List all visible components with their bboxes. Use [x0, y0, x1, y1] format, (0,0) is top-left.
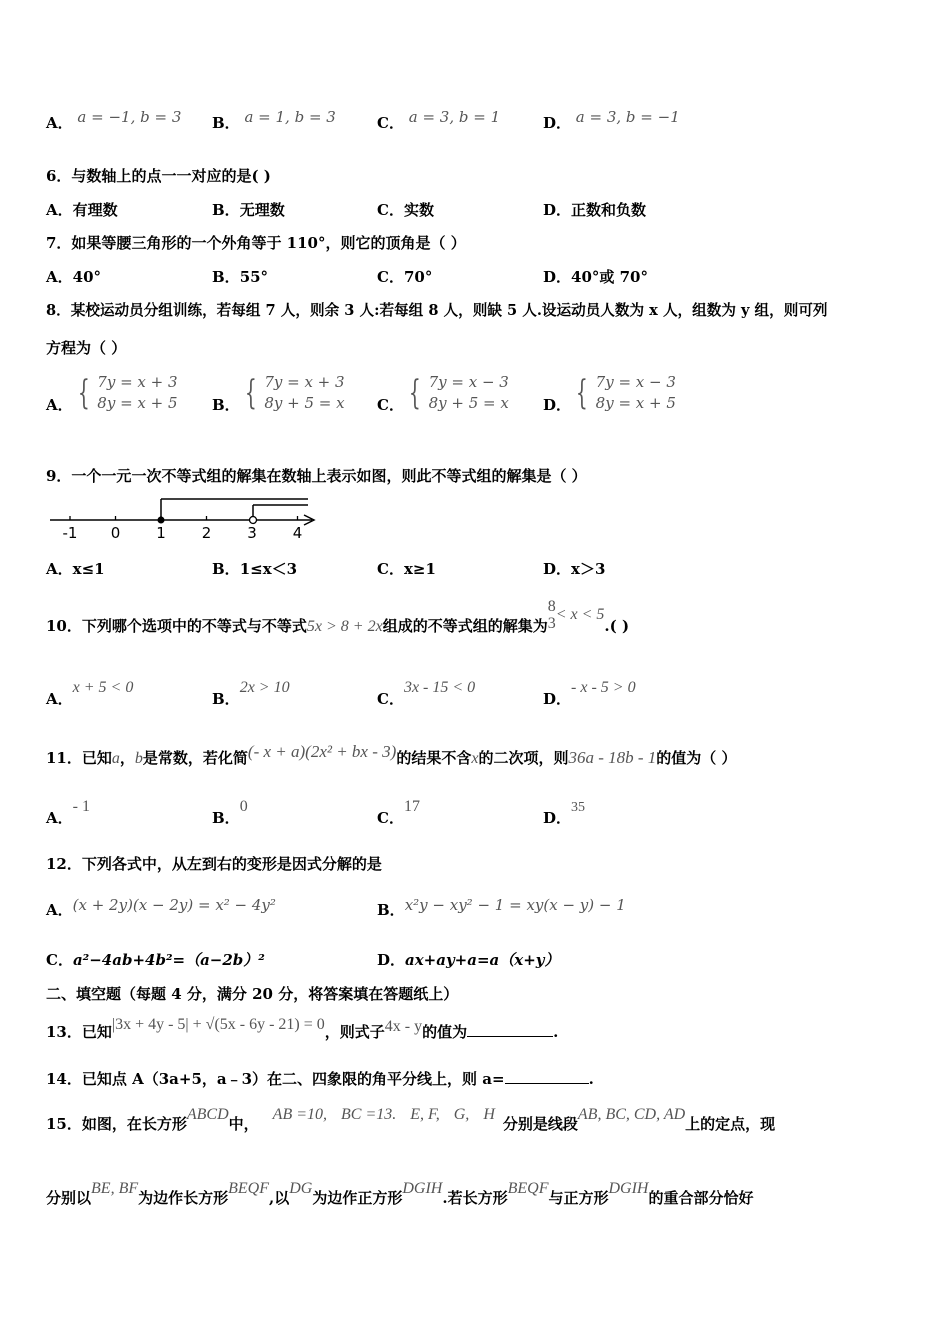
option-text: x≤1 [72, 560, 105, 578]
q11-option-d [543, 800, 586, 831]
q15-ab: AB =10, [272, 1106, 328, 1123]
option-expr: 3x - 15 < 0 [403, 679, 476, 696]
equation-1: 7y = x + 3 [97, 373, 178, 391]
q10-fraction [548, 598, 556, 632]
q12-option-d [377, 949, 559, 971]
q11-var-b: b [134, 750, 143, 767]
q6-option-d [543, 199, 646, 221]
option-label: D． [543, 268, 572, 286]
equation-system [427, 372, 509, 414]
option-label: C． [377, 690, 404, 708]
q10-stem-a: 10．下列哪个选项中的不等式与不等式 [46, 617, 307, 635]
equation-1: 7y = x − 3 [595, 373, 676, 391]
q10-range-tail: < x < 5 [555, 606, 605, 623]
q10-option-a [46, 679, 134, 711]
q10-stem-c: .( ) [604, 617, 630, 635]
q10-option-c [377, 679, 476, 711]
q9-option-a [46, 558, 105, 580]
q11-option-b [212, 798, 248, 830]
q10-option-d [543, 679, 636, 711]
fraction-denominator: 3 [547, 615, 556, 632]
option-label: D． [543, 809, 572, 827]
q11-sep: ， [119, 749, 135, 767]
q6-stem: 6．与数轴上的点一一对应的是( ) [46, 167, 271, 185]
q15-l2-d: 为边作正方形 [312, 1189, 403, 1207]
option-text: 70° [403, 268, 433, 286]
tick-label: 2 [201, 524, 212, 542]
q5-option-b [212, 108, 336, 134]
brace-icon: { [575, 373, 588, 413]
option-value: - 1 [72, 798, 90, 815]
q11-stem-c: 的结果不含 [396, 749, 472, 767]
q7-stem: 7．如果等腰三角形的一个外角等于 110°，则它的顶角是（ ） [46, 234, 466, 252]
q11-product: (- x + a)(2x² + bx - 3) [247, 742, 397, 761]
q9-option-b [212, 558, 297, 580]
q5-option-c [377, 108, 501, 134]
option-value: 0 [239, 798, 248, 815]
q13-stem [46, 1014, 910, 1050]
q10-stem-b: 组成的不等式组的解集为 [382, 617, 548, 635]
q15-l2-f: 与正方形 [548, 1189, 609, 1207]
equation-system [95, 372, 177, 414]
q8-stem-line1: 8．某校运动员分组训练，若每组 7 人，则余 3 人:若每组 8 人，则缺 5 人.设运动员人数为 x 人，组数为 y 组，则可列 [46, 302, 828, 319]
option-label: B． [212, 560, 240, 578]
open-point [250, 517, 257, 524]
tick-label: 3 [247, 524, 257, 542]
q8-option-c [377, 372, 509, 414]
option-label: C． [377, 201, 404, 219]
equation-system [594, 372, 676, 414]
q15-line-1 [46, 1102, 910, 1146]
option-label: A． [46, 809, 73, 827]
q13-stem-a: 13．已知 [46, 1023, 112, 1041]
q5-option-d [543, 108, 680, 134]
q11-target-expr: 36a - 18b - 1 [568, 748, 657, 767]
option-label: D． [377, 951, 406, 969]
option-label: A． [46, 201, 73, 219]
option-expr: a²−4ab+4b²=（a−2b）² [72, 951, 265, 969]
option-expr: x + 5 < 0 [72, 679, 134, 696]
option-value: 35 [571, 800, 586, 815]
option-expr: a = 1, b = 3 [244, 108, 336, 126]
option-label: C． [377, 809, 404, 827]
q6-option-a [46, 199, 118, 221]
tick-label: -1 [62, 524, 78, 542]
q14-stem [46, 1067, 910, 1090]
option-label: B． [212, 809, 240, 827]
option-label: B． [377, 901, 405, 919]
q15-l2-e: .若长方形 [442, 1189, 508, 1207]
equation-2: 8y = x + 5 [97, 394, 178, 412]
option-text: 55° [239, 268, 269, 286]
option-label: A． [46, 396, 73, 414]
option-expr: a = 3, b = 1 [408, 108, 501, 126]
option-label: A． [46, 690, 73, 708]
option-label: B． [212, 201, 240, 219]
q15-ef: E, F, [410, 1106, 440, 1123]
option-expr: (x + 2y)(x − 2y) = x² − 4y² [72, 896, 276, 914]
q13-condition: |3x + 4y - 5| + √(5x - 6y - 21) = 0 [111, 1016, 325, 1033]
q12-stem: 12．下列各式中，从左到右的变形是因式分解的是 [46, 855, 382, 873]
q13-expr: 4x - y [384, 1018, 423, 1035]
q13-answer-blank[interactable] [467, 1020, 553, 1037]
q10-inequality: 5x > 8 + 2x [306, 618, 383, 635]
equation-2: 8y + 5 = x [428, 394, 509, 412]
q14-stem-tail: . [588, 1070, 594, 1088]
q10-option-b [212, 679, 290, 711]
q11-option-c [377, 798, 420, 830]
option-label: B． [212, 268, 240, 286]
q8-option-a [46, 372, 178, 414]
q11-stem-b: 是常数，若化简 [142, 749, 248, 767]
q13-stem-d: . [553, 1023, 559, 1041]
option-expr: - x - 5 > 0 [571, 679, 636, 696]
q11-stem-a: 11．已知 [46, 749, 112, 767]
option-label: C． [377, 560, 404, 578]
q15-l1-d: 上的定点，现 [685, 1115, 776, 1133]
option-expr: 2x > 10 [239, 679, 290, 696]
q8-option-d [543, 372, 676, 414]
q8-stem-line2: 方程为（ ） [46, 339, 127, 357]
option-expr: ax+ay+a=a（x+y） [405, 951, 560, 969]
option-label: A． [46, 268, 73, 286]
q15-bc: BC =13. [341, 1106, 397, 1123]
option-label: B． [212, 114, 240, 132]
q6-option-c [377, 199, 434, 221]
q15-beqf: BEQF [228, 1180, 269, 1197]
q15-l1-b: 中， [228, 1115, 259, 1133]
option-label: D． [543, 560, 572, 578]
q15-l2-c: ,以 [269, 1189, 290, 1207]
option-label: C． [377, 114, 404, 132]
q9-option-d [543, 558, 605, 580]
q15-h: H [483, 1106, 495, 1123]
equation-2: 8y = x + 5 [595, 394, 676, 412]
q15-line-2 [46, 1176, 910, 1220]
option-text: 1≤x＜3 [239, 560, 298, 578]
option-label: C． [46, 951, 73, 969]
q15-dgih-2: DGIH [608, 1180, 649, 1197]
option-value: 17 [403, 798, 420, 815]
q12-option-a [46, 896, 276, 921]
option-label: A． [46, 114, 73, 132]
option-text: 40° [72, 268, 102, 286]
option-label: B． [212, 690, 240, 708]
option-label: C． [377, 268, 404, 286]
option-text: 有理数 [72, 201, 118, 219]
q5-option-a [46, 108, 182, 134]
q15-dg: DG [289, 1180, 313, 1197]
q11-var-a: a [111, 750, 120, 767]
q15-segs: AB, BC, CD, AD [577, 1106, 686, 1123]
q7-option-b [212, 266, 268, 288]
q11-var-x: x [471, 750, 479, 767]
q15-rect: ABCD [186, 1106, 229, 1123]
q11-stem-e: 的值为（ ） [656, 749, 737, 767]
option-text: 无理数 [239, 201, 285, 219]
q8-option-b [212, 372, 345, 414]
equation-2: 8y + 5 = x [264, 394, 345, 412]
equation-system [262, 372, 344, 414]
q14-stem-text: 14．已知点 A（3a+5，a﹣3）在二、四象限的角平分线上，则 a= [46, 1070, 505, 1088]
option-text: 正数和负数 [571, 201, 647, 219]
q13-stem-b: ，则式子 [324, 1023, 385, 1041]
q15-l2-a: 分别以 [46, 1189, 92, 1207]
option-label: D． [543, 201, 572, 219]
option-text: x≥1 [403, 560, 436, 578]
q15-l2-b: 为边作长方形 [138, 1189, 229, 1207]
option-label: A． [46, 560, 73, 578]
q10-stem [46, 598, 910, 648]
option-label: C． [377, 396, 404, 414]
equation-1: 7y = x + 3 [264, 373, 345, 391]
q11-stem-d: 的二次项，则 [478, 749, 569, 767]
q15-l2-g: 的重合部分恰好 [648, 1189, 754, 1207]
brace-icon: { [244, 373, 257, 413]
q6-option-b [212, 199, 285, 221]
number-line-figure [46, 494, 326, 542]
q15-dgih: DGIH [402, 1180, 443, 1197]
q12-option-b [377, 896, 626, 921]
option-expr: a = −1, b = 3 [77, 108, 182, 126]
q9-stem: 9．一个一元一次不等式组的解集在数轴上表示如图，则此不等式组的解集是（ ） [46, 467, 587, 485]
tick-label: 0 [110, 524, 121, 542]
fraction-numerator: 8 [547, 598, 556, 615]
equation-1: 7y = x − 3 [428, 373, 509, 391]
q7-option-a [46, 266, 101, 288]
q11-stem [46, 740, 910, 776]
brace-icon: { [77, 373, 90, 413]
section-2-heading: 二、填空题（每题 4 分，满分 20 分，将答案填在答题纸上） [46, 985, 459, 1003]
option-text: x＞3 [571, 560, 606, 578]
q11-option-a [46, 798, 90, 830]
option-text: 实数 [403, 201, 434, 219]
q15-l1-c: 分别是线段 [502, 1115, 578, 1133]
q15-l1-a: 15．如图，在长方形 [46, 1115, 187, 1133]
option-label: D． [543, 114, 572, 132]
option-text: 40°或 70° [571, 268, 648, 286]
q7-option-c [377, 266, 432, 288]
q13-stem-c: 的值为 [422, 1023, 468, 1041]
q15-be-bf: BE, BF [91, 1180, 139, 1197]
q14-answer-blank[interactable] [505, 1067, 589, 1084]
q12-option-c [46, 949, 265, 971]
option-expr: x²y − xy² − 1 = xy(x − y) − 1 [404, 896, 626, 914]
option-label: A． [46, 901, 73, 919]
option-expr: a = 3, b = −1 [575, 108, 680, 126]
closed-point [158, 517, 165, 524]
brace-icon: { [408, 373, 421, 413]
option-label: D． [543, 396, 572, 414]
q15-beqf-2: BEQF [507, 1180, 549, 1197]
q7-option-d [543, 266, 648, 288]
q9-option-c [377, 558, 436, 580]
tick-label: 1 [156, 524, 166, 542]
tick-label: 4 [292, 524, 303, 542]
q15-g: G, [453, 1106, 470, 1123]
option-label: D． [543, 690, 572, 708]
option-label: B． [212, 396, 240, 414]
